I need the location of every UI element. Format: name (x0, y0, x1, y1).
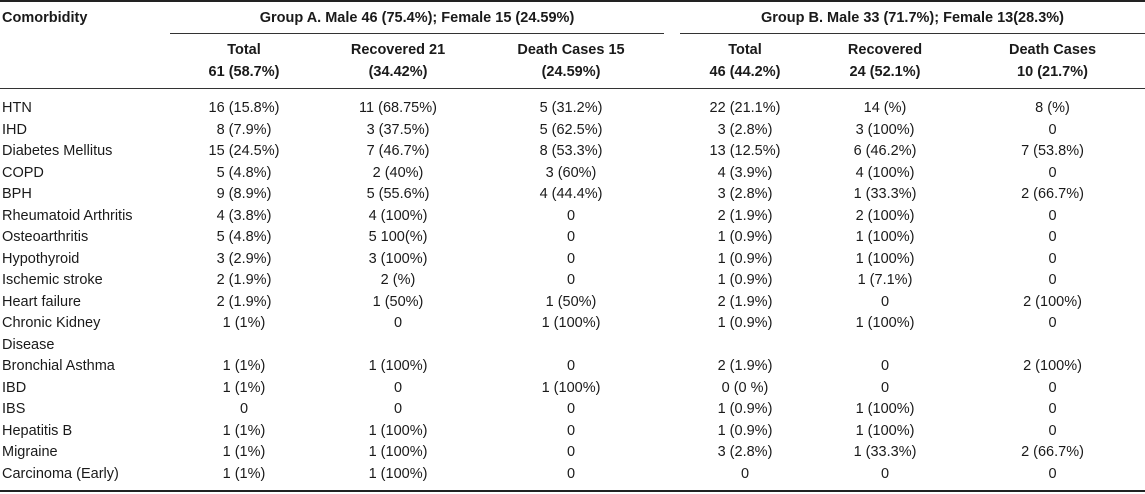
group-a-death-cell: 0 (566, 207, 576, 224)
group-b-death-cell: 8 (%) (1035, 100, 1070, 116)
table-row (0, 442, 1145, 464)
group-a-recovered-cell: 1 (100%) (368, 422, 428, 439)
group-b-death-cell: 0 (1048, 465, 1057, 482)
table-row (0, 141, 1145, 163)
group-a-recovered-cell: 11 (68.75%) (359, 100, 437, 116)
group-a-total-cell: 15 (24.5%) (208, 143, 280, 159)
group-a-total-cell: 2 (1.9%) (216, 272, 272, 288)
group-b-total-cell: 1 (0.9%) (717, 229, 773, 245)
group-b-total-cell: 1 (0.9%) (717, 422, 773, 439)
table-row (0, 249, 1145, 271)
group-a-death-cell: 1 (100%) (541, 379, 601, 396)
group-b-death-cell: 0 (1048, 121, 1057, 138)
group-a-recovered-cell: 2 (40%) (372, 164, 424, 181)
table-row (0, 184, 1145, 206)
group-b-death-cell: 0 (1048, 207, 1057, 224)
group-b-recovered-cell: 0 (880, 465, 890, 482)
group-b-recovered-cell: 1 (100%) (855, 315, 915, 331)
group-a-recovered-cell: 1 (100%) (368, 444, 428, 460)
group-a-recovered-cell: 3 (100%) (368, 250, 428, 267)
group-a-total-cell: 1 (1%) (222, 465, 266, 482)
group-b-death-cell: 0 (1048, 401, 1057, 417)
group-a-total-cell: 1 (1%) (222, 358, 266, 374)
table-row (0, 335, 1145, 357)
group-a-recovered-cell: 0 (393, 379, 403, 396)
group-a-recovered-header: Recovered 21 (34.42%) (350, 42, 446, 80)
row-label: Migraine (2, 444, 58, 460)
group-a-death-cell: 0 (566, 465, 576, 482)
row-label: COPD (2, 164, 44, 181)
group-b-death-cell: 2 (66.7%) (1021, 444, 1084, 460)
table-row (0, 98, 1145, 120)
group-b-recovered-cell: 1 (33.3%) (853, 444, 917, 460)
group-b-total-cell: 0 (0 %) (721, 379, 769, 396)
group-b-death-cell: 0 (1048, 250, 1057, 267)
group-a-total-cell: 4 (3.8%) (216, 207, 272, 224)
group-a-death-cell: 1 (100%) (541, 315, 601, 331)
group-b-recovered-cell: 2 (100%) (855, 207, 915, 224)
group-b-total-cell: 1 (0.9%) (717, 315, 773, 331)
group-a-death-cell: 0 (566, 401, 576, 417)
group-b-total-header: Total 46 (44.2%) (709, 42, 781, 80)
group-a-total-cell: 5 (4.8%) (216, 229, 272, 245)
group-a-total-cell: 9 (8.9%) (216, 186, 272, 202)
row-label: Hypothyroid (2, 250, 80, 267)
table-row (0, 227, 1145, 249)
row-label: BPH (2, 186, 32, 202)
group-a-recovered-cell: 3 (37.5%) (366, 121, 430, 138)
table-row (0, 313, 1145, 335)
group-b-recovered-cell: 6 (46.2%) (853, 143, 917, 159)
group-b-death-cell: 0 (1048, 379, 1057, 396)
group-a-death-cell: 0 (566, 422, 576, 439)
header-rule (0, 88, 1145, 89)
group-b-recovered-cell: 1 (100%) (855, 229, 915, 245)
group-b-total-cell: 2 (1.9%) (717, 293, 773, 310)
group-b-death-cell: 0 (1048, 422, 1057, 439)
group-b-recovered-cell: 1 (100%) (855, 401, 915, 417)
group-a-death-cell: 5 (31.2%) (539, 100, 603, 116)
group-b-recovered-cell: 4 (100%) (855, 164, 915, 181)
group-a-death-cell: 5 (62.5%) (539, 121, 603, 138)
group-a-total-cell: 16 (15.8%) (208, 100, 280, 116)
group-b-recovered-header: Recovered 24 (52.1%) (847, 42, 923, 80)
group-a-total-cell: 1 (1%) (222, 379, 266, 396)
group-b-total-cell: 1 (0.9%) (717, 272, 773, 288)
group-b-recovered-cell: 1 (100%) (855, 250, 915, 267)
group-a-total-header: Total 61 (58.7%) (208, 42, 280, 80)
group-b-death-cell: 2 (100%) (1023, 293, 1082, 310)
group-a-total-cell: 5 (4.8%) (216, 164, 272, 181)
group-a-recovered-cell: 5 (55.6%) (366, 186, 430, 202)
group-b-header: Group B. Male 33 (71.7%); Female 13(28.3%) (761, 10, 1064, 26)
group-a-total-cell: 0 (239, 401, 249, 417)
group-b-rule (680, 33, 1145, 34)
group-a-death-cell: 0 (566, 250, 576, 267)
top-rule (0, 0, 1145, 2)
row-label: Carcinoma (Early) (2, 465, 119, 482)
group-b-total-cell: 2 (1.9%) (717, 358, 773, 374)
group-a-recovered-cell: 1 (100%) (368, 465, 428, 482)
group-b-total-cell: 22 (21.1%) (709, 100, 781, 116)
group-a-total-cell: 2 (1.9%) (216, 293, 272, 310)
group-b-death-cell: 0 (1048, 164, 1057, 181)
group-b-total-cell: 13 (12.5%) (709, 143, 781, 159)
row-label: Bronchial Asthma (2, 358, 115, 374)
table-row (0, 356, 1145, 378)
group-a-total-cell: 3 (2.9%) (216, 250, 272, 267)
table-row (0, 206, 1145, 228)
table-row (0, 163, 1145, 185)
group-b-recovered-cell: 0 (880, 358, 890, 374)
row-label: HTN (2, 100, 32, 116)
row-label: Disease (2, 336, 55, 353)
group-a-death-cell: 0 (566, 444, 576, 460)
group-a-total-cell: 1 (1%) (222, 315, 266, 331)
group-b-total-cell: 2 (1.9%) (717, 207, 773, 224)
group-b-total-cell: 0 (740, 465, 750, 482)
group-a-header: Group A. Male 46 (75.4%); Female 15 (24.59%) (259, 10, 575, 26)
group-a-death-cell: 8 (53.3%) (539, 143, 603, 159)
group-a-total-cell: 1 (1%) (222, 422, 266, 439)
row-label: Diabetes Mellitus (2, 143, 113, 159)
row-label: Ischemic stroke (2, 272, 103, 288)
row-label: IBS (2, 401, 26, 417)
group-a-recovered-cell: 1 (100%) (368, 358, 428, 374)
table-row (0, 421, 1145, 443)
group-b-total-cell: 3 (2.8%) (717, 121, 773, 138)
comorbidity-header: Comorbidity (2, 10, 88, 26)
group-b-total-cell: 3 (2.8%) (717, 186, 773, 202)
group-b-recovered-cell: 0 (880, 293, 890, 310)
group-b-death-cell: 0 (1048, 229, 1057, 245)
table-row (0, 292, 1145, 314)
group-b-recovered-cell: 1 (100%) (855, 422, 915, 439)
group-a-total-cell: 1 (1%) (222, 444, 266, 460)
row-label: Hepatitis B (2, 422, 73, 439)
group-a-death-cell: 0 (566, 272, 576, 288)
group-b-death-cell: 0 (1048, 315, 1057, 331)
group-a-recovered-cell: 1 (50%) (372, 293, 424, 310)
group-a-recovered-cell: 0 (393, 401, 403, 417)
group-a-recovered-cell: 5 100(%) (368, 229, 428, 245)
row-label: IBD (2, 379, 27, 396)
group-b-death-cell: 2 (100%) (1023, 358, 1082, 374)
group-b-total-cell: 1 (0.9%) (717, 401, 773, 417)
group-a-death-cell: 0 (566, 358, 576, 374)
table-row (0, 464, 1145, 486)
group-b-recovered-cell: 1 (33.3%) (853, 186, 917, 202)
group-b-total-cell: 3 (2.8%) (717, 444, 773, 460)
group-a-recovered-cell: 4 (100%) (368, 207, 428, 224)
group-b-recovered-cell: 0 (880, 379, 890, 396)
group-b-death-cell: 2 (66.7%) (1021, 186, 1084, 202)
row-label: Rheumatoid Arthritis (2, 207, 133, 224)
table-row (0, 399, 1145, 421)
group-b-death-cell: 7 (53.8%) (1021, 143, 1084, 159)
group-b-recovered-cell: 1 (7.1%) (857, 272, 913, 288)
group-a-recovered-cell: 7 (46.7%) (366, 143, 430, 159)
row-label: Heart failure (2, 293, 81, 310)
table-row (0, 378, 1145, 400)
row-label: IHD (2, 121, 27, 138)
row-label: Chronic Kidney (2, 315, 101, 331)
group-b-total-cell: 4 (3.9%) (717, 164, 773, 181)
table-row (0, 270, 1145, 292)
group-a-death-cell: 4 (44.4%) (539, 186, 603, 202)
group-a-death-cell: 3 (60%) (545, 164, 597, 181)
group-b-total-cell: 1 (0.9%) (717, 250, 773, 267)
group-a-rule (170, 33, 664, 34)
group-a-death-cell: 0 (566, 229, 576, 245)
group-a-total-cell: 8 (7.9%) (216, 121, 272, 138)
group-b-recovered-cell: 3 (100%) (855, 121, 915, 138)
table-row (0, 120, 1145, 142)
group-a-recovered-cell: 0 (393, 315, 403, 331)
row-label: Osteoarthritis (2, 229, 89, 245)
group-a-death-cell: 1 (50%) (545, 293, 597, 310)
bottom-rule (0, 490, 1145, 492)
group-b-death-header: Death Cases 10 (21.7%) (1008, 42, 1097, 80)
group-a-death-header: Death Cases 15 (24.59%) (517, 42, 625, 80)
group-b-death-cell: 0 (1048, 272, 1057, 288)
group-a-recovered-cell: 2 (%) (380, 272, 416, 288)
group-b-recovered-cell: 14 (%) (863, 100, 907, 116)
